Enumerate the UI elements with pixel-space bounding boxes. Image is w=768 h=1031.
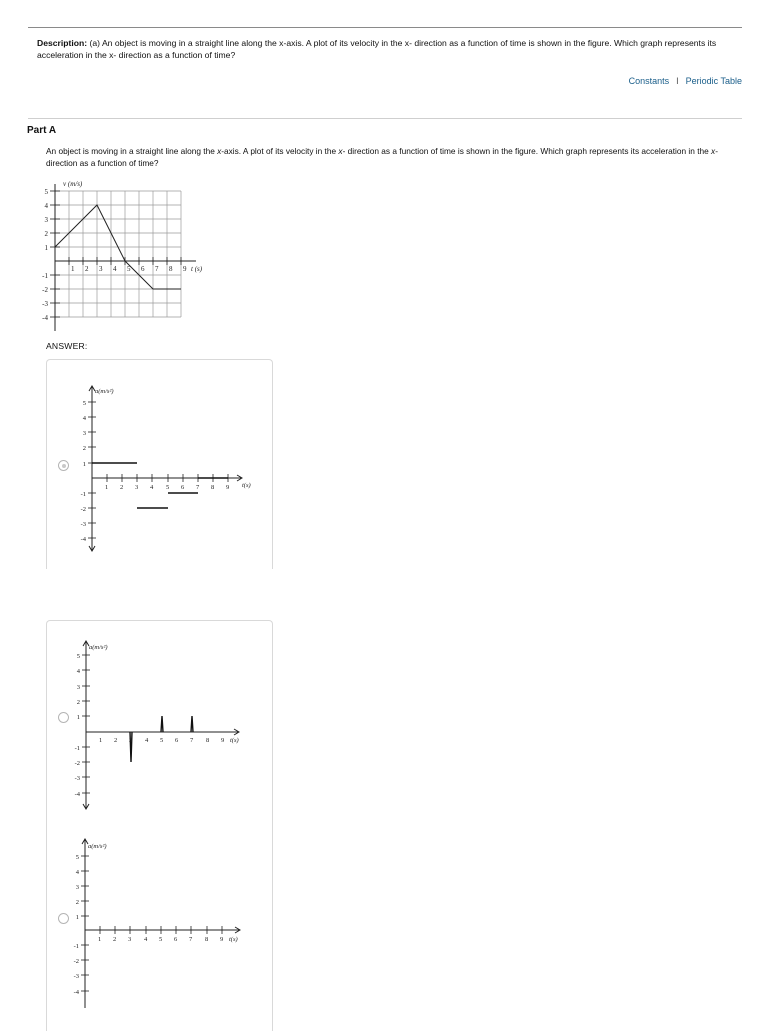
ytick-label: -4 (73, 989, 79, 996)
xtick-label: 3 (135, 484, 139, 491)
ytick-label: 4 (76, 668, 80, 675)
option-3-graph (71, 836, 251, 1011)
radio-option-1[interactable] (58, 460, 69, 471)
radio-option-3[interactable] (58, 913, 69, 924)
ytick-label: 3 (76, 684, 80, 691)
question-x-var-2: x (338, 146, 343, 156)
xtick-label: 6 (181, 484, 185, 491)
v-ytick: 4 (44, 202, 48, 210)
v-ytick: 2 (44, 230, 48, 238)
xtick-label: 5 (166, 484, 170, 491)
question-x-var-3: x (711, 146, 716, 156)
description-label: Description: (37, 38, 88, 48)
xtick-label: 8 (211, 484, 215, 491)
v-xtick: 1 (71, 265, 75, 273)
v-ytick: 5 (44, 188, 48, 196)
v-xtick: 2 (85, 265, 89, 273)
periodic-table-link[interactable]: Periodic Table (685, 76, 742, 86)
v-ytick: -1 (42, 272, 48, 280)
ytick-label: 1 (82, 461, 86, 468)
ytick-label: -2 (80, 506, 86, 513)
ytick-label: 1 (76, 714, 80, 721)
xlabel: t(s) (229, 936, 238, 943)
ytick-label: 5 (82, 400, 86, 407)
ytick-label: -4 (80, 536, 86, 543)
radio-option-2[interactable] (58, 712, 69, 723)
v-ytick: -3 (42, 300, 48, 308)
xtick-label: 7 (196, 484, 200, 491)
xtick-label: 6 (175, 737, 179, 744)
ytick-label: -1 (74, 745, 80, 752)
xlabel: t(s) (242, 482, 251, 489)
xtick-label: 1 (98, 936, 102, 943)
option-2-graph (72, 638, 252, 813)
constants-link[interactable]: Constants (628, 76, 670, 86)
ytick-label: 3 (75, 884, 79, 891)
section-divider (28, 118, 742, 119)
question-text-1: An object is moving in a straight line along the (46, 146, 218, 156)
v-ytick: -4 (42, 314, 48, 322)
ytick-label: 3 (82, 430, 86, 437)
v-ylabel: v (m/s) (63, 180, 83, 188)
ytick-label: 4 (75, 869, 79, 876)
ytick-label: -3 (74, 775, 80, 782)
answer-label: ANSWER: (46, 341, 88, 351)
link-separator: I (676, 76, 679, 86)
xtick-label: 8 (205, 936, 209, 943)
v-ytick: 1 (44, 244, 48, 252)
v-xtick: 3 (99, 265, 103, 273)
velocity-grid (55, 191, 181, 317)
v-xtick: 5 (127, 265, 131, 273)
xtick-label: 3 (129, 737, 133, 744)
v-xtick: 7 (155, 265, 159, 273)
xtick-label: 7 (190, 737, 194, 744)
ytick-label: -4 (74, 791, 80, 798)
xtick-label: 2 (114, 737, 118, 744)
ytick-label: 4 (82, 415, 86, 422)
description (37, 38, 742, 61)
ytick-label: 2 (82, 445, 86, 452)
v-xtick: 4 (113, 265, 117, 273)
xtick-label: 5 (160, 737, 164, 744)
impulse-spike (161, 716, 163, 732)
top-divider (28, 27, 742, 28)
v-xtick: 9 (183, 265, 187, 273)
velocity-time-graph (34, 176, 234, 336)
v-xtick: 6 (141, 265, 145, 273)
xtick-label: 1 (99, 737, 103, 744)
ytick-label: 2 (75, 899, 79, 906)
ytick-label: -2 (73, 958, 79, 965)
question-text-2: -axis. A plot of its velocity in the (221, 146, 339, 156)
ytick-label: 5 (75, 854, 79, 861)
xlabel: t(s) (230, 737, 239, 744)
xtick-label: 6 (174, 936, 178, 943)
xtick-label: 4 (150, 484, 154, 491)
xtick-label: 2 (113, 936, 117, 943)
ylabel: a(m/s²) (95, 388, 114, 395)
ytick-label: -2 (74, 760, 80, 767)
question-text (46, 146, 736, 169)
v-ytick: 3 (44, 216, 48, 224)
v-xlabel: t (s) (191, 265, 203, 273)
v-xtick: 8 (169, 265, 173, 273)
xtick-label: 8 (206, 737, 210, 744)
xtick-label: 7 (189, 936, 193, 943)
question-text-4: - direction as a function of time? (46, 146, 718, 168)
resource-links (629, 76, 742, 86)
ytick-label: -1 (73, 943, 79, 950)
option-1-graph (78, 383, 258, 553)
ytick-label: 2 (76, 699, 80, 706)
impulse-spike (191, 716, 193, 732)
question-x-var: x (217, 146, 222, 156)
question-text-3: - direction as a function of time is shown in the figure. Which graph represents its acceleration in the (342, 146, 712, 156)
description-text: (a) An object is moving in a straight line along the x-axis. A plot of its velocity in the x- direction as a function of time is shown in the figure. Which graph represents its acceleration in the x- direction as a function of time? (37, 38, 717, 60)
xtick-label: 5 (159, 936, 163, 943)
ylabel: a(m/s²) (89, 644, 108, 651)
xtick-label: 1 (105, 484, 109, 491)
xtick-label: 4 (144, 936, 148, 943)
ytick-label: -3 (80, 521, 86, 528)
xtick-label: 2 (120, 484, 124, 491)
ytick-label: 1 (75, 914, 79, 921)
ytick-label: -3 (73, 973, 79, 980)
xtick-label: 9 (220, 936, 224, 943)
xtick-label: 9 (226, 484, 230, 491)
part-title: Part A (27, 125, 57, 136)
ytick-label: -1 (80, 491, 86, 498)
ylabel: a(m/s²) (88, 843, 107, 850)
v-ytick: -2 (42, 286, 48, 294)
xtick-label: 4 (145, 737, 149, 744)
xtick-label: 3 (128, 936, 132, 943)
xtick-label: 9 (221, 737, 225, 744)
ytick-label: 5 (76, 653, 80, 660)
